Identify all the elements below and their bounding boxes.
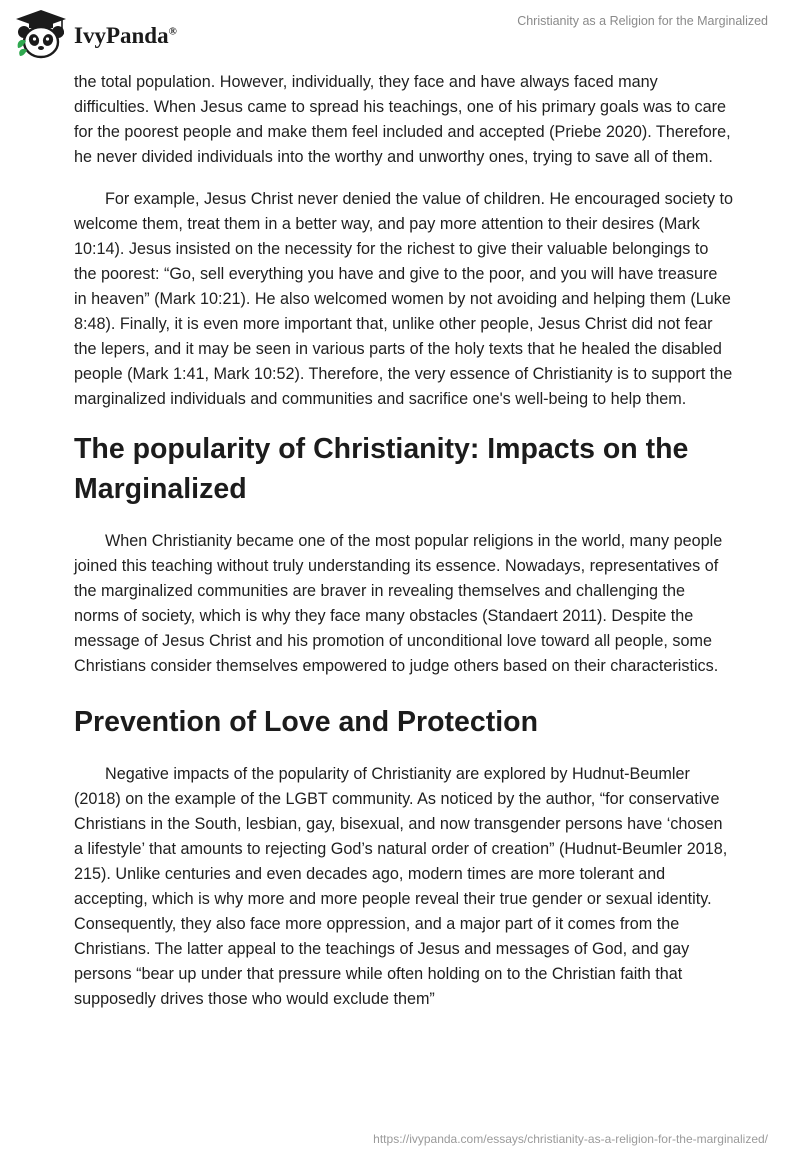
essay-body — [74, 70, 734, 1012]
ivypanda-logo[interactable] — [14, 8, 177, 60]
body-paragraph: Negative impacts of the popularity of Christianity are explored by Hudnut-Beumler (2018) on the example of the LGBT community. As noticed by the author, “for conservative Christians in the South, lesbian, gay, bisexual, and now transgender persons have ‘chosen a lifestyle’ that amounts to rejecting God’s natural order of creation” (Hudnut-Beumler 2018, 215). Unlike centuries and even decades ago, modern times are more tolerant and accepting, which is why more and more people reveal their true gender or sexual identity. Consequently, they also face more oppression, and a major part of it comes from the Christians. The latter appeal to the teachings of Jesus and messages of God, and gay persons “bear up under that pressure while often holding on to the Christian faith that supposedly drives those who would exclude them” — [74, 765, 728, 1008]
brand-name: IvyPanda® — [74, 23, 177, 48]
panda-graduate-icon — [14, 8, 68, 60]
section-heading: Prevention of Love and Protection — [74, 706, 538, 738]
source-url-link[interactable]: https://ivypanda.com/essays/christianity-as-a-religion-for-the-marginalized/ — [373, 1132, 768, 1146]
section-heading: The popularity of Christianity: Impacts on the Marginalized — [74, 433, 689, 505]
body-paragraph: When Christianity became one of the most popular religions in the world, many people joined this teaching without truly understanding its essence. Nowadays, representatives of the marginalized communities are braver in revealing themselves and challenging the norms of society, which is why they face many obstacles (Standaert 2011). Despite the message of Jesus Christ and his promotion of unconditional love toward all people, some Christians consider themselves empowered to judge others based on their characteristics. — [74, 532, 723, 675]
body-paragraph: For example, Jesus Christ never denied the value of children. He encouraged society to welcome them, treat them in a better way, and pay more attention to their desires (Mark 10:14). Jesus insisted on the necessity for the richest to give their valuable belongings to the poorest: “Go, sell everything you have and give to the poor, and you will have treasure in heaven” (Mark 10:21). He also welcomed women by not avoiding and helping them (Luke 8:48). Finally, it is even more important that, unlike other people, Jesus Christ did not fear the lepers, and it may be seen in various parts of the holy texts that he healed the disabled people (Mark 1:41, Mark 10:52). Therefore, the very essence of Christianity is to support the marginalized individuals and communities and sacrifice one's well-being to help them. — [74, 190, 734, 408]
document-title: Christianity as a Religion for the Marginalized — [517, 14, 768, 28]
page-header — [0, 0, 800, 70]
body-paragraph: the total population. However, individually, they face and have always faced many difficulties. When Jesus came to spread his teachings, one of his primary goals was to care for the poorest people and make them feel included and accepted (Priebe 2020). Therefore, he never divided individuals into the worthy and unworthy ones, trying to save all of them. — [74, 73, 731, 166]
